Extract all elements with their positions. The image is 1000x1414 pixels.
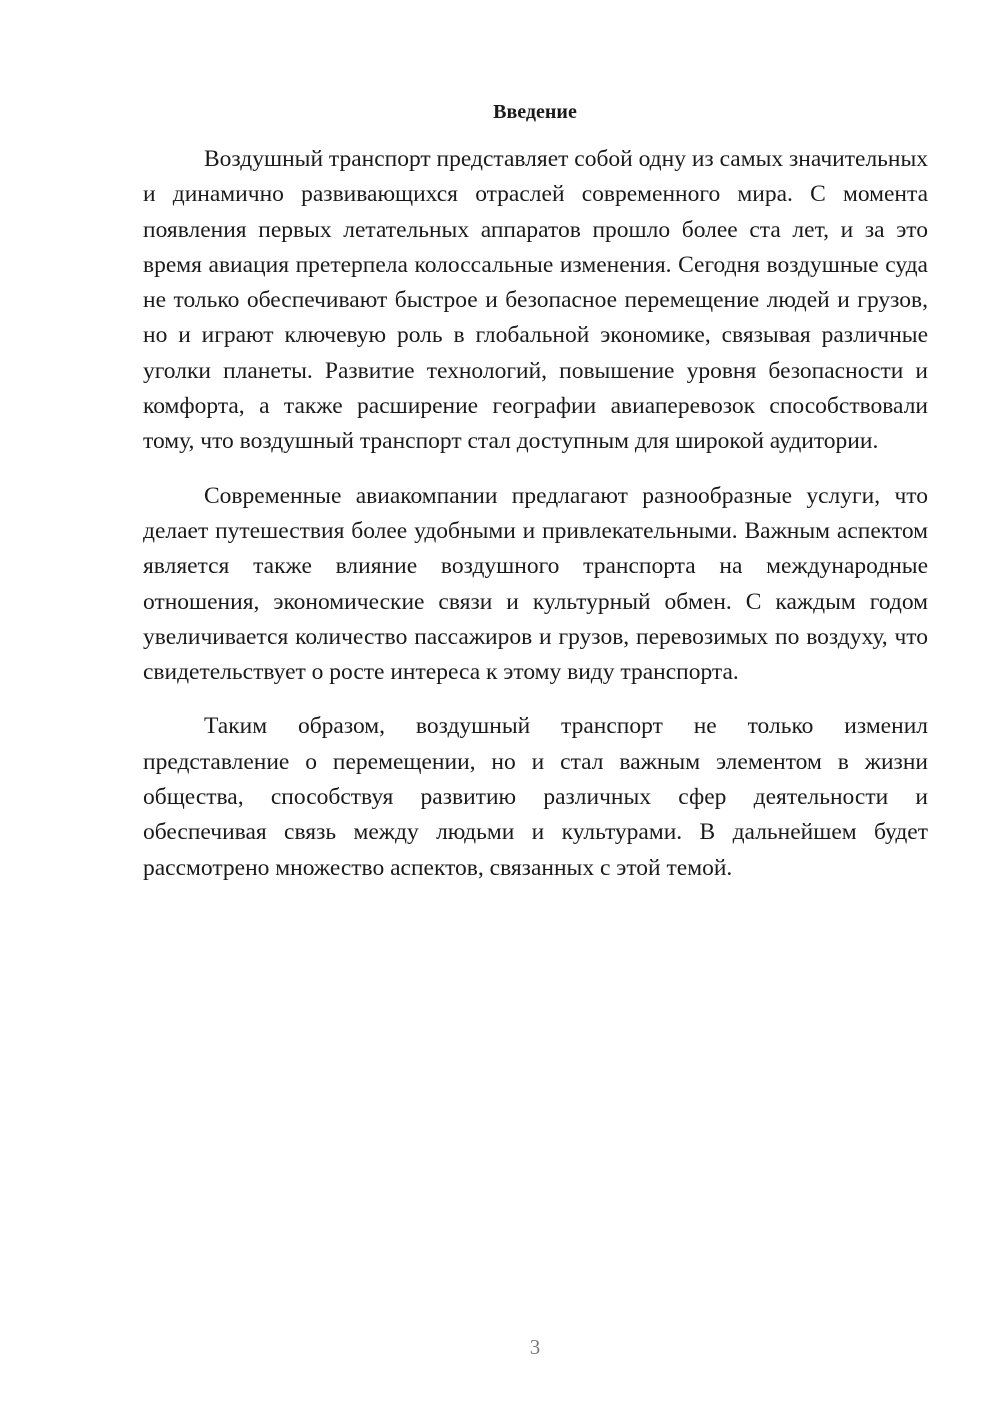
paragraph-3: Таким образом, воздушный транспорт не только изменил представление о перемещении, но и стал важным элементом в жизни общества, способствуя развитию различных сфер деятельности и обеспечивая связь между людьми и культурами. В дальнейшем будет рассмотрено множество аспектов, связанных с этой темой. [143,713,928,881]
page-number: 3 [529,1335,541,1359]
section-heading: Введение [493,101,577,123]
paragraph-1: Воздушный транспорт представляет собой одну из самых значительных и динамично развивающихся отраслей современного мира. С момента появления первых летательных аппаратов прошло более ста лет, и за это время авиация претерпела колоссальные изменения. Сегодня воздушные суда не только обеспечивают быстрое и безопасное перемещение людей и грузов, но и играют ключевую роль в глобальной экономике, связывая различные уголки планеты. Развитие технологий, повышение уровня безопасности и комфорта, а также расширение географии авиаперевозок способствовали тому, что воздушный транспорт стал доступным для широкой аудитории. [143,146,929,455]
paragraph-2: Современные авиакомпании предлагают разнообразные услуги, что делает путешествия более удобными и привлекательными. Важным аспектом является также влияние воздушного транспорта на международные отношения, экономические связи и культурный обмен. С каждым годом увеличивается количество пассажиров и грузов, перевозимых по воздуху, что свидетельствует о росте интереса к этому виду транспорта. [143,482,928,686]
body-text [143,142,928,886]
